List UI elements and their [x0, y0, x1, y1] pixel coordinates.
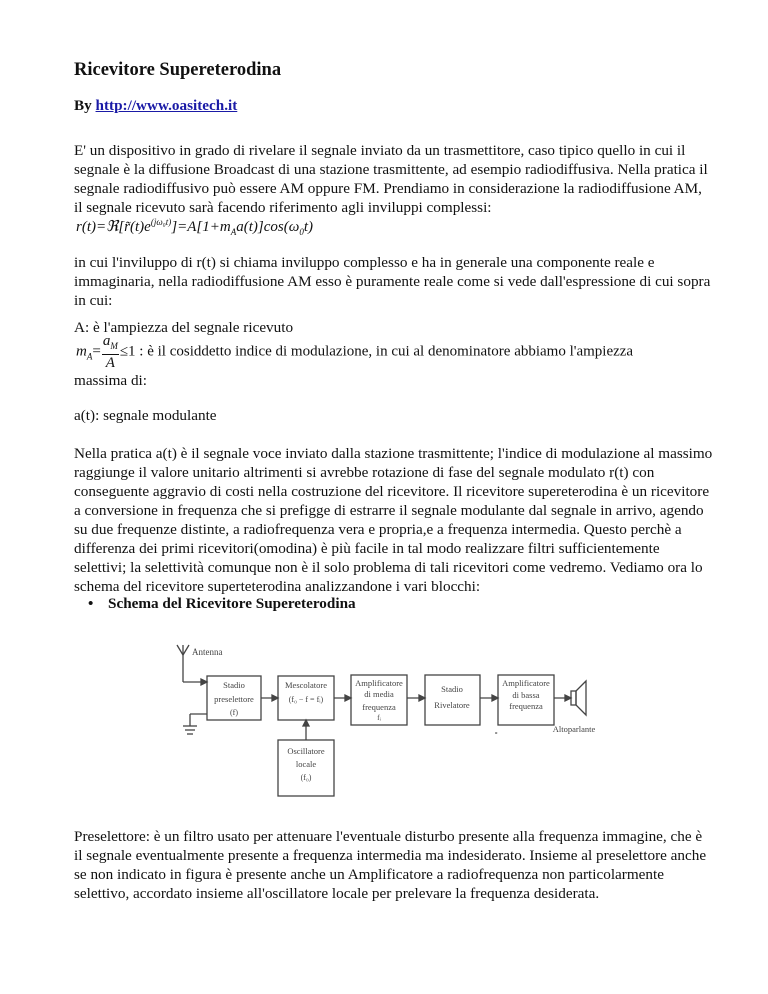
block-label: di media	[364, 689, 394, 699]
mod-index-continuation: massima di:	[74, 372, 147, 389]
block-label: preselettore	[214, 694, 254, 704]
arrow-icon	[272, 695, 278, 701]
page-title: Ricevitore Supereterodina	[74, 60, 282, 80]
modulating-definition: a(t): segnale modulante	[74, 407, 217, 424]
modulation-index-text: : è il cosiddetto indice di modulazione, in cui al denominatore abbiamo l'ampiezza	[139, 343, 634, 360]
block-label: Mescolatore	[284, 680, 328, 690]
arrow-icon	[345, 695, 351, 701]
arrow-icon	[303, 720, 309, 726]
block-label: Stadio	[223, 680, 245, 690]
block-label: frequenza	[509, 701, 543, 711]
ground-icon	[183, 714, 207, 734]
byline	[74, 96, 237, 115]
block-label: Rivelatore	[434, 700, 470, 710]
block-label: fᵢ	[377, 713, 381, 722]
formula-subscript: M	[110, 341, 118, 351]
block-label: locale	[295, 759, 317, 769]
block-label: (f₀ − f = fᵢ)	[288, 695, 324, 704]
modulation-index-line	[76, 333, 633, 371]
fraction-denominator: A	[105, 355, 115, 371]
bullet-icon: •	[88, 595, 94, 612]
source-link[interactable]: http://www.oasitech.it	[95, 97, 238, 114]
speaker-icon	[571, 681, 586, 715]
formula-part: m	[76, 343, 87, 360]
block-label: Amplificatore	[502, 678, 550, 688]
practice-paragraph: Nella pratica a(t) è il segnale voce inviato dalla stazione trasmittente; l'indice di modulazione al massimo raggiunge il valore unitario altrimenti si avrebbe rotazione di fase del segnale modulato r(t) con conseguente aggravio di costi nella costruzione del ricevitore. Il ricevitore supereterodina è un ricevitore a conversione in frequenza che si prefigge di estrarre il segnale modulante dal segnale in arrivo, agendo su due frequenze distinte, a radiofrequenza vera e propria,e a frequenza intermedia. Questo perchè a differenza dei primi ricevitori(omodina) è più facile in tal modo realizzare filtri sufficientemente selettivi; la selettività comunque non è il solo problema di tali ricevitori come vedremo. Vediamo ora lo schema del ricevitore superteterodina analizzandone i vari blocchi:	[74, 445, 713, 595]
byline-prefix: By	[74, 97, 92, 114]
fraction-numerator: a	[102, 333, 111, 349]
arrow-icon	[565, 695, 571, 701]
section-bullet-item	[88, 594, 356, 613]
intro-paragraph: E' un dispositivo in grado di rivelare il segnale inviato da un trasmettitore, caso tipico quello in cui il segnale è la diffusione Broadcast di una stazione trasmittente, ad esempio radiodiffusiva. Nella pratica il segnale radiodiffusivo può essere AM oppure FM. Prendiamo in considerazione la radiodiffusione AM, il segnale ricevuto sarà facendo riferimento agli inviluppi complessi:	[74, 142, 708, 216]
block-label: di bassa	[512, 690, 540, 700]
formula-subscript: 0	[299, 227, 304, 237]
antenna-label: Antenna	[192, 647, 223, 657]
block-diagram	[174, 640, 604, 815]
formula-part: =	[92, 343, 101, 360]
small-mark: ∘	[494, 729, 499, 737]
formula-part: r(t)=ℜ[r̃(t)e	[76, 219, 151, 235]
block-label: Oscillatore	[287, 746, 325, 756]
speaker-label: Altoparlante	[552, 724, 596, 734]
block-label: (f)	[230, 708, 238, 717]
formula-part: a(t)]cos(ω	[236, 219, 300, 235]
formula-subscript: A	[86, 351, 93, 362]
amplitude-definition: A: è l'ampiezza del segnale ricevuto	[74, 319, 294, 336]
envelope-formula	[76, 213, 313, 242]
formula-part: ≤1	[119, 343, 136, 360]
formula-subscript: A	[230, 227, 237, 237]
formula-part: t)	[303, 219, 313, 235]
arrow-icon	[419, 695, 425, 701]
formula-part: ]=A[1+m	[171, 219, 231, 235]
block-label: frequenza	[362, 702, 396, 712]
block-label: Stadio	[441, 684, 463, 694]
preselector-paragraph: Preselettore: è un filtro usato per attenuare l'eventuale disturbo presente alla frequenza immagine, che è il segnale eventualmente presente a frequenza intermedia ma indesiderato. Insieme al preselettore anche se non indicato in figura è presente anche un Amplificatore a radiofrequenza non particolarmente selettivo, accordato insieme all'oscillatore locale per prelevare la frequenza desiderata.	[74, 828, 707, 902]
section-heading: Schema del Ricevitore Supereterodina	[108, 595, 356, 612]
arrow-icon	[492, 695, 498, 701]
block-label: (f₀)	[300, 773, 312, 782]
formula-exponent: (jω₀t)	[150, 217, 172, 227]
modulation-fraction	[102, 333, 119, 371]
envelope-paragraph: in cui l'inviluppo di r(t) si chiama inviluppo complesso e ha in generale una componente reale e immaginaria, nella radiodiffusione AM esso è puramente reale come si vede dall'espressione di cui sopra in cui:	[74, 254, 711, 309]
block-label: Amplificatore	[355, 678, 403, 688]
